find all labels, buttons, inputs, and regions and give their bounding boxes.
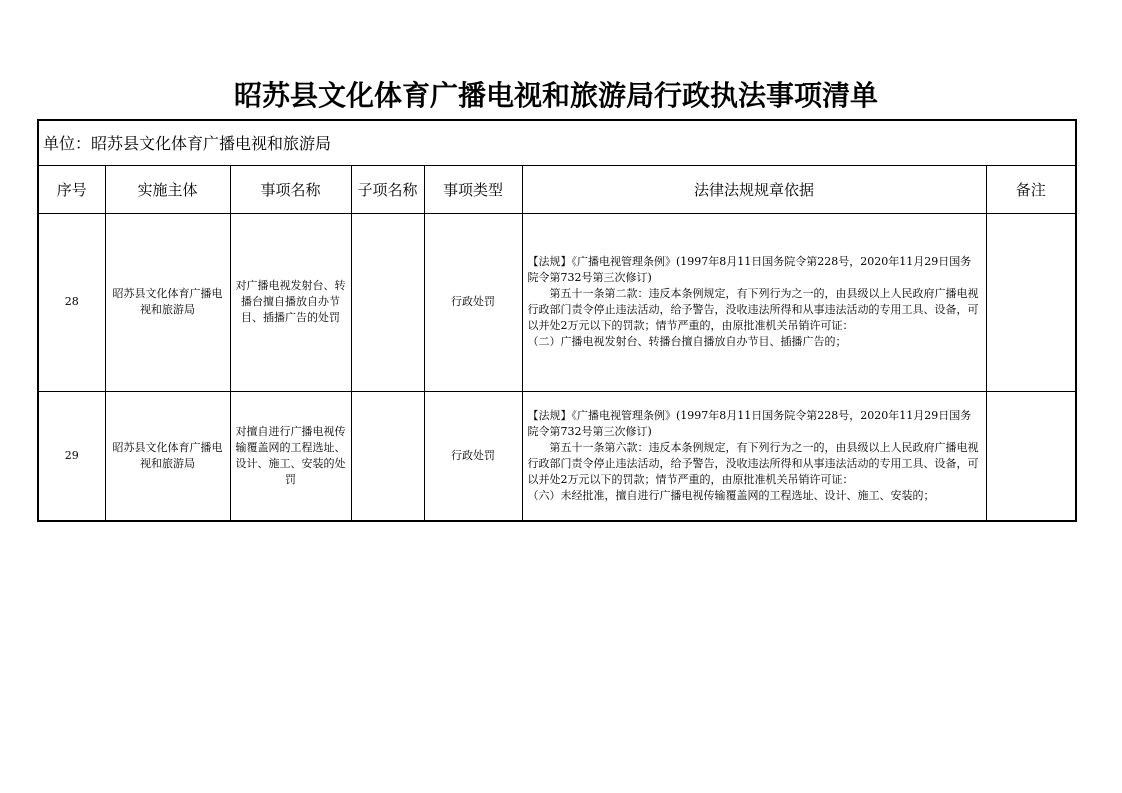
enforcement-items-table: [37, 119, 1077, 522]
row-sub-matter: [351, 213, 424, 391]
row-note: [986, 213, 1076, 391]
row-matter: 对广播电视发射台、转播台擅自播放自办节目、插播广告的处罚: [230, 213, 351, 391]
unit-row: [38, 120, 1076, 165]
header-note: 备注: [986, 165, 1076, 213]
basis-source: 【法规】《广播电视管理条例》(1997年8月11日国务院令第228号，2020年11月29日国务院令第732号第三次修订): [527, 408, 972, 438]
row-seq: 28: [38, 213, 105, 391]
row-type: 行政处罚: [424, 213, 522, 391]
basis-article: 第五十一条第二款：违反本条例规定，有下列行为之一的，由县级以上人民政府广播电视行政部门责令停止违法活动，给予警告，没收违法所得和从事违法活动的专用工具、设备，可以并处2万元以下的罚款；情节严重的，由原批准机关吊销许可证：: [527, 287, 979, 332]
row-type: 行政处罚: [424, 391, 522, 521]
row-subject: 昭苏县文化体育广播电视和旅游局: [105, 213, 230, 391]
header-subject: 实施主体: [105, 165, 230, 213]
header-row: [38, 165, 1076, 213]
row-basis: [522, 213, 986, 391]
row-matter: 对擅自进行广播电视传输覆盖网的工程选址、设计、施工、安装的处罚: [230, 391, 351, 521]
row-sub-matter: [351, 391, 424, 521]
header-type: 事项类型: [424, 165, 522, 213]
header-basis: 法律法规规章依据: [522, 165, 986, 213]
page-title: 昭苏县文化体育广播电视和旅游局行政执法事项清单: [233, 79, 878, 112]
basis-item: （六）未经批准，擅自进行广播电视传输覆盖网的工程选址、设计、施工、安装的；: [527, 488, 935, 502]
table-row: [38, 213, 1076, 391]
unit-label: 单位：昭苏县文化体育广播电视和旅游局: [38, 120, 1076, 165]
header-matter: 事项名称: [230, 165, 351, 213]
row-seq: 29: [38, 391, 105, 521]
row-basis: [522, 391, 986, 521]
basis-item: （二）广播电视发射台、转播台擅自播放自办节目、插播广告的；: [527, 335, 847, 348]
basis-source: 【法规】《广播电视管理条例》(1997年8月11日国务院令第228号，2020年11月29日国务院令第732号第三次修订): [527, 255, 972, 284]
header-seq: 序号: [38, 165, 105, 213]
row-note: [986, 391, 1076, 521]
basis-article: 第五十一条第六款：违反本条例规定，有下列行为之一的，由县级以上人民政府广播电视行政部门责令停止违法活动，给予警告，没收违法所得和从事违法活动的专用工具、设备，可以并处2万元以下的罚款；情节严重的，由原批准机关吊销许可证：: [527, 440, 979, 486]
row-subject: 昭苏县文化体育广播电视和旅游局: [105, 391, 230, 521]
table-row: [38, 391, 1076, 521]
header-sub-matter: 子项名称: [351, 165, 424, 213]
